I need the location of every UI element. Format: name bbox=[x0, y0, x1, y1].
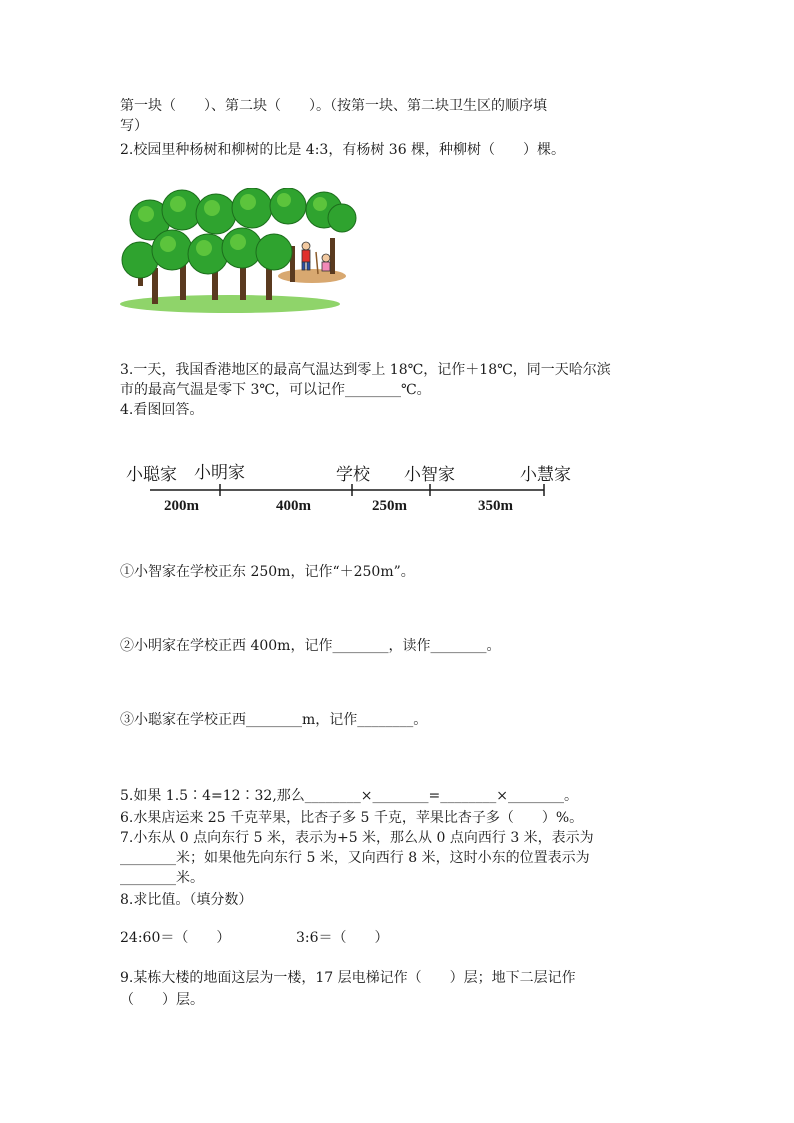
sub-question-1: ①小智家在学校正东 250m，记作“＋250m”。 bbox=[120, 564, 415, 580]
question-2: 2.校园里种杨树和柳树的比是 4:3，有杨树 36 棵，种柳树（ ）棵。 bbox=[120, 142, 566, 158]
question-9-line-1: 9.某栋大楼的地面这层为一楼，17 层电梯记作（ ）层；地下二层记作 bbox=[120, 970, 576, 986]
sub-question-3: ③小聪家在学校正西________m，记作________。 bbox=[120, 712, 428, 728]
question-7-line-2: ________米；如果他先向东行 5 米，又向西行 8 米，这时小东的位置表示为 bbox=[120, 850, 590, 866]
tree-illustration bbox=[120, 188, 360, 314]
sub-question-2: ②小明家在学校正西 400m，记作________，读作________。 bbox=[120, 638, 501, 654]
place-label: 小明家 bbox=[194, 463, 245, 482]
segment-label: 250m bbox=[372, 498, 407, 514]
segment-label: 350m bbox=[478, 498, 513, 514]
place-label: 小慧家 bbox=[520, 465, 571, 484]
line-2: 写） bbox=[120, 118, 148, 134]
place-label: 小智家 bbox=[404, 465, 455, 484]
question-8-ratio-b: 3:6＝（ ） bbox=[296, 930, 389, 946]
question-5: 5.如果 1.5∶4=12∶32,那么________×________=________×________。 bbox=[120, 788, 578, 804]
question-6: 6.水果店运来 25 千克苹果，比杏子多 5 千克，苹果比杏子多（ ）%。 bbox=[120, 810, 584, 826]
soil-patch bbox=[278, 269, 346, 283]
line-1: 第一块（ ）、第二块（ ）。（按第一块、第二块卫生区的顺序填 bbox=[120, 98, 547, 114]
question-7-line-1: 7.小东从 0 点向东行 5 米，表示为+5 米，那么从 0 点向西行 3 米，表示为 bbox=[120, 830, 594, 846]
place-label: 小聪家 bbox=[126, 465, 177, 484]
distance-diagram bbox=[120, 458, 590, 518]
question-8: 8.求比值。（填分数） bbox=[120, 892, 253, 908]
question-4: 4.看图回答。 bbox=[120, 402, 204, 418]
question-3-line-1: 3.一天，我国香港地区的最高气温达到零上 18℃，记作＋18℃，同一天哈尔滨 bbox=[120, 362, 611, 378]
segment-label: 200m bbox=[164, 498, 199, 514]
question-3-line-2: 市的最高气温是零下 3℃，可以记作________℃。 bbox=[120, 382, 431, 398]
place-label: 学校 bbox=[336, 465, 370, 484]
question-8-ratio-a: 24:60＝（ ） bbox=[120, 930, 231, 946]
segment-label: 400m bbox=[276, 498, 311, 514]
question-7-line-3: ________米。 bbox=[120, 870, 204, 886]
question-9-line-2: （ ）层。 bbox=[120, 992, 204, 1008]
